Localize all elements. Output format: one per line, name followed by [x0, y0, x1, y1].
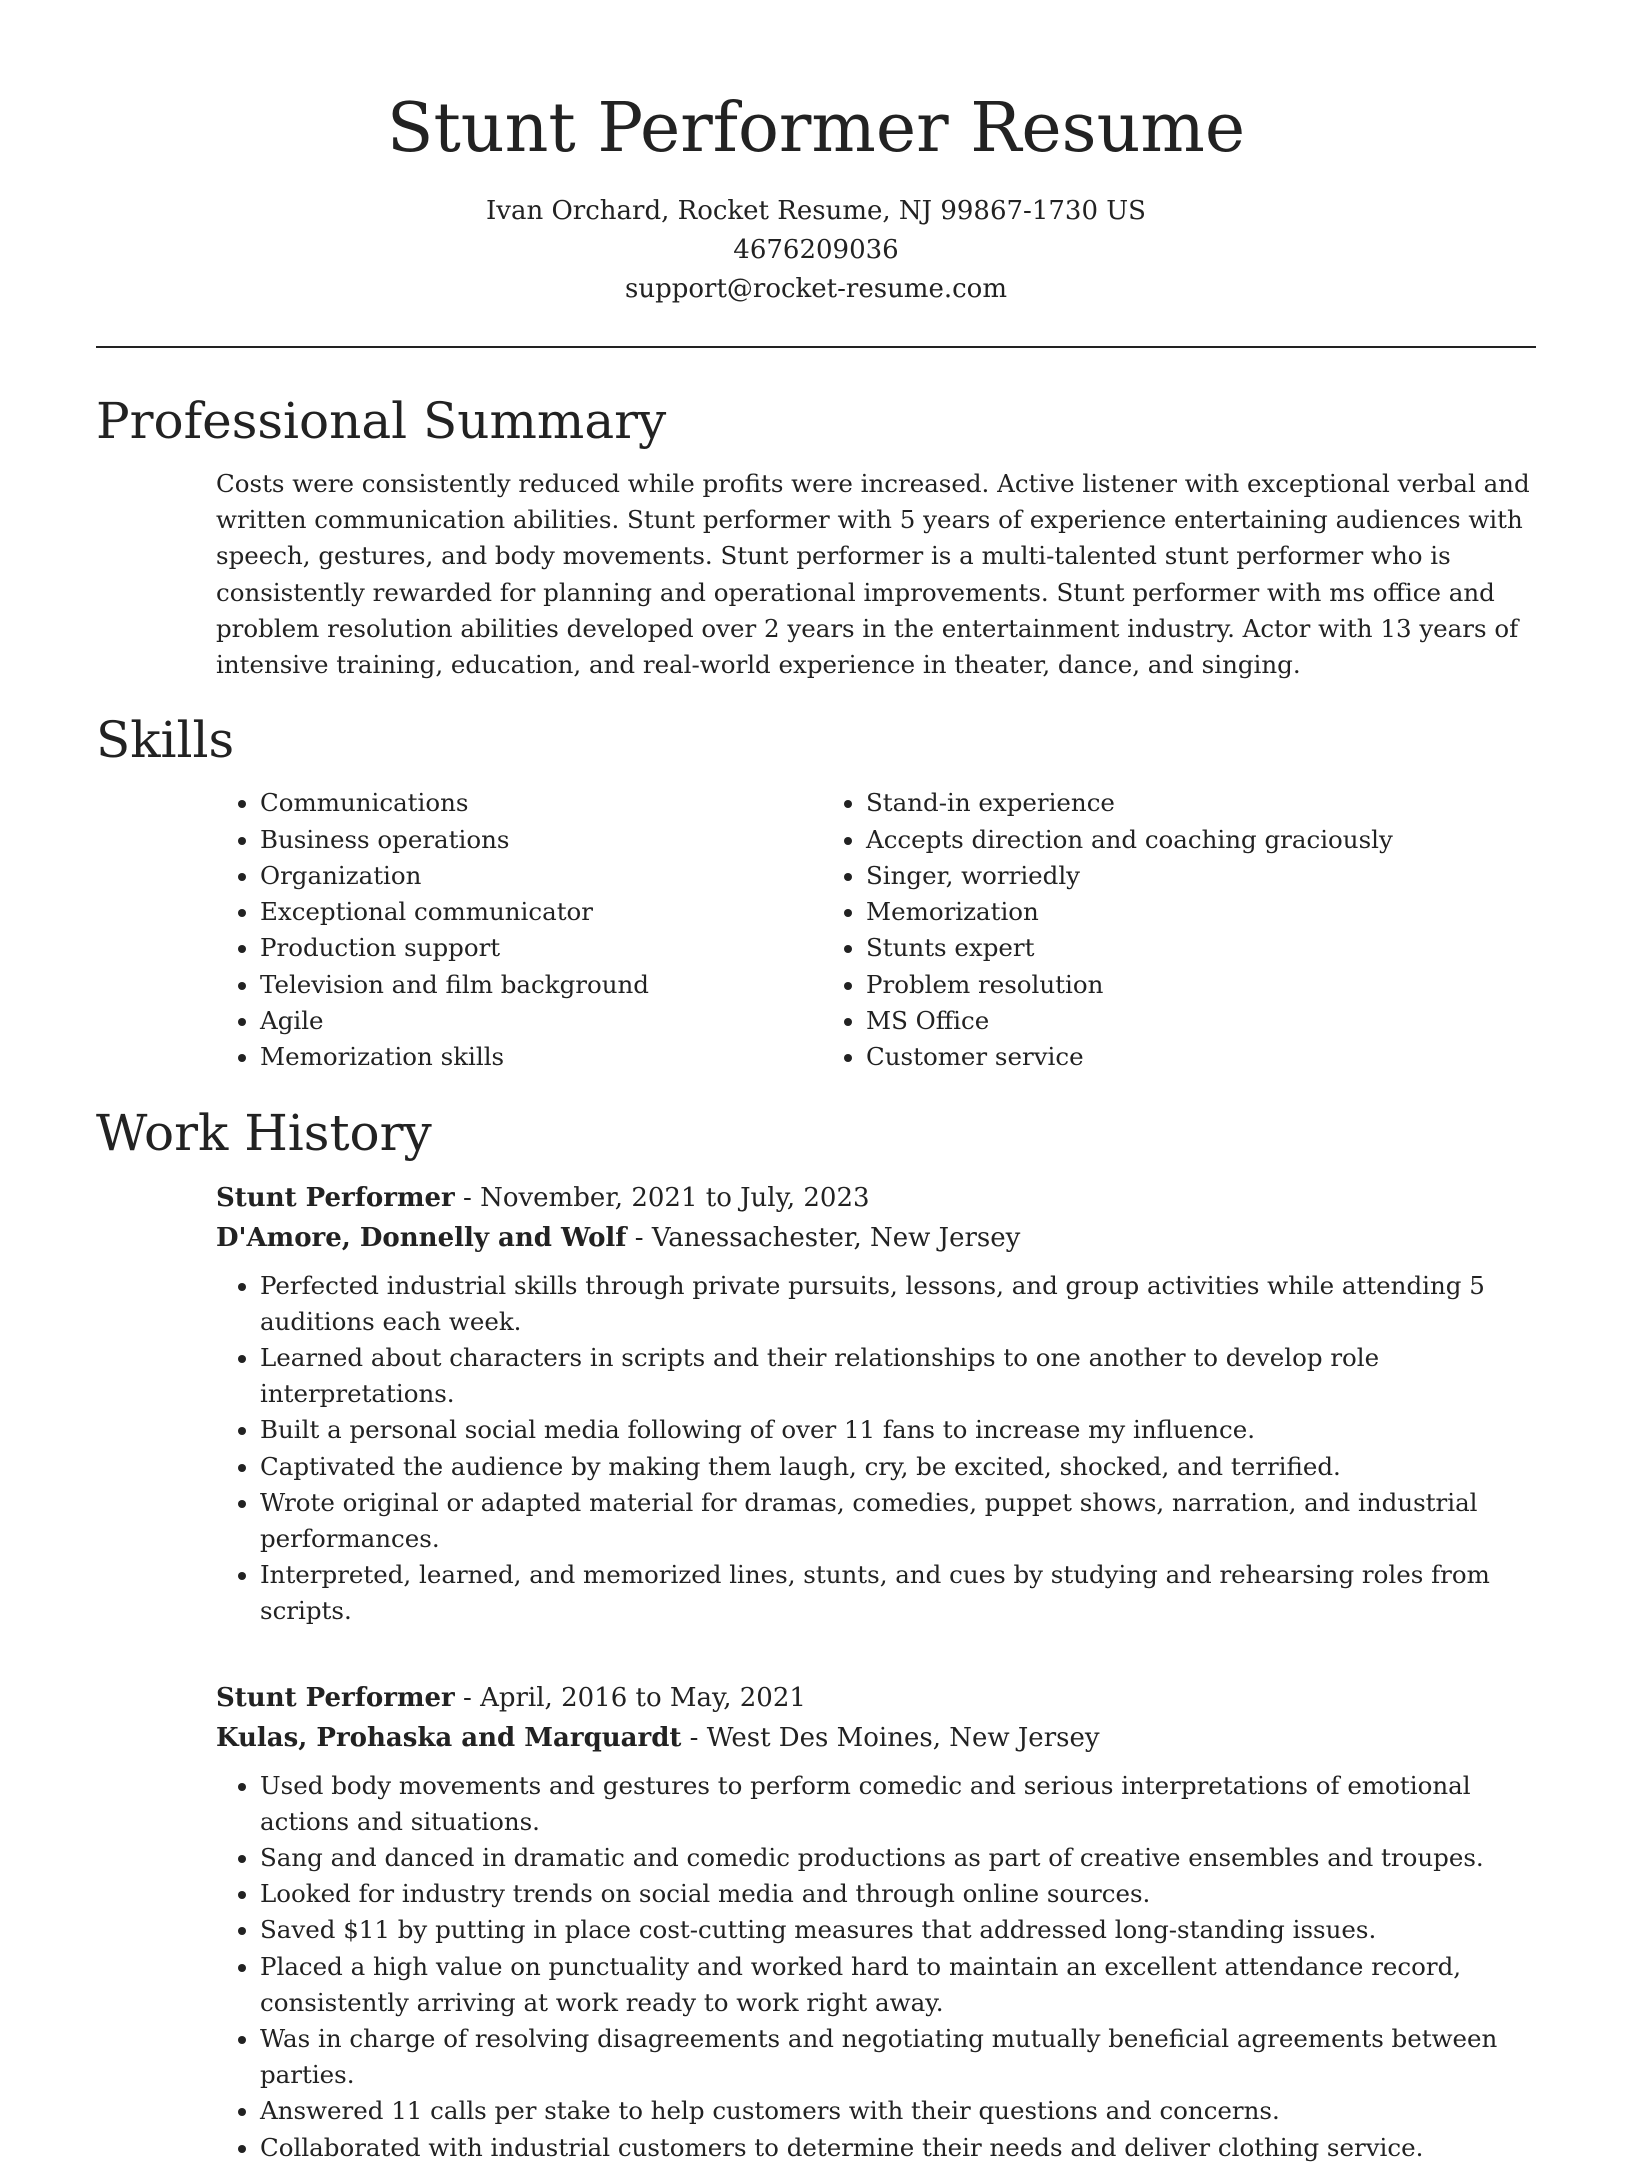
skill-item: • Accepts direction and coaching graciously	[866, 822, 1428, 858]
job-bullet: • Used body movements and gestures to perform comedic and serious interpretations of emotional actions and situations.	[260, 1768, 1550, 1840]
job-bullet: • Collaborated with industrial customers to determine their needs and deliver clothing service.	[260, 2130, 1550, 2166]
job-bullet: • Sang and danced in dramatic and comedic productions as part of creative ensembles and troupes.	[260, 1840, 1550, 1876]
job-separator: -	[626, 1222, 652, 1253]
skill-item: • Organization	[260, 858, 822, 894]
skill-item: • Business operations	[260, 822, 822, 858]
skill-item: • Exceptional communicator	[260, 894, 822, 930]
job-separator: -	[454, 1182, 481, 1213]
job-bullet: • Learned about characters in scripts and their relationships to one another to develop role interpretations.	[260, 1340, 1550, 1412]
contact-address: Ivan Orchard, Rocket Resume, NJ 99867-1730 US	[486, 196, 1146, 226]
job-bullet: • Built a personal social media following of over 11 fans to increase my influence.	[260, 1412, 1550, 1448]
job-bullet: • Looked for industry trends on social media and through online sources.	[260, 1876, 1550, 1912]
skills-list-left	[216, 785, 822, 1075]
summary-text: Costs were consistently reduced while profits were increased. Active listener with exceptional verbal and written communication abilities. Stunt performer with 5 years of experience entertaining audiences with speech, gestures, and body movements. Stunt performer is a multi-talented stunt performer who is consistently rewarded for planning and operational improvements. Stunt performer with ms office and problem resolution abilities developed over 2 years in the entertainment industry. Actor with 13 years of intensive training, education, and real-world experience in theater, dance, and singing.	[216, 469, 1530, 680]
job-company-line	[216, 1218, 1536, 1258]
job-title-line	[216, 1678, 1536, 1718]
skill-item: • Television and film background	[260, 967, 822, 1003]
job-bullets	[216, 1768, 1550, 2166]
job-separator: -	[681, 1722, 707, 1753]
skills-heading: Skills	[96, 711, 235, 770]
skill-item: • Production support	[260, 930, 822, 966]
job-location: Vanessachester, New Jersey	[651, 1222, 1021, 1253]
skill-item: • Stand-in experience	[866, 785, 1428, 821]
skill-item: • Memorization skills	[260, 1039, 822, 1075]
job-separator: -	[454, 1682, 481, 1713]
summary-section	[96, 388, 1536, 683]
header-divider	[96, 346, 1536, 348]
job-bullet: • Saved $11 by putting in place cost-cutting measures that addressed long-standing issues.	[260, 1912, 1550, 1948]
resume-title: Stunt Performer Resume	[386, 89, 1246, 168]
skill-item: • MS Office	[866, 1003, 1428, 1039]
job-entry	[216, 1178, 1536, 1630]
contact-block	[96, 192, 1536, 309]
job-dates: November, 2021 to July, 2023	[480, 1182, 870, 1213]
job-title: Stunt Performer	[216, 1682, 455, 1713]
job-bullet: • Wrote original or adapted material for dramas, comedies, puppet shows, narration, and industrial performances.	[260, 1485, 1550, 1557]
job-location: West Des Moines, New Jersey	[706, 1722, 1100, 1753]
job-bullet: • Interpreted, learned, and memorized lines, stunts, and cues by studying and rehearsing roles from scripts.	[260, 1557, 1550, 1629]
job-title: Stunt Performer	[216, 1182, 455, 1213]
contact-email: support@rocket-resume.com	[624, 274, 1007, 304]
skill-item: • Agile	[260, 1003, 822, 1039]
job-dates: April, 2016 to May, 2021	[480, 1682, 806, 1713]
work-history-section	[96, 1100, 1536, 2166]
job-bullet: • Captivated the audience by making them laugh, cry, be excited, shocked, and terrified.	[260, 1449, 1550, 1485]
job-company: Kulas, Prohaska and Marquardt	[216, 1722, 682, 1753]
job-bullet: • Perfected industrial skills through private pursuits, lessons, and group activities while attending 5 auditions each week.	[260, 1268, 1550, 1340]
job-company-line	[216, 1718, 1536, 1758]
skill-item: • Customer service	[866, 1039, 1428, 1075]
job-entry	[216, 1678, 1536, 2166]
skills-section	[96, 707, 1536, 1075]
skill-item: • Singer, worriedly	[866, 858, 1428, 894]
contact-phone: 4676209036	[733, 235, 899, 265]
skill-item: • Problem resolution	[866, 967, 1428, 1003]
job-bullet: • Placed a high value on punctuality and worked hard to maintain an excellent attendance record, consistently arriving at work ready to work right away.	[260, 1949, 1550, 2021]
skills-columns	[216, 785, 1536, 1075]
job-bullet: • Answered 11 calls per stake to help customers with their questions and concerns.	[260, 2093, 1550, 2129]
job-company: D'Amore, Donnelly and Wolf	[216, 1222, 627, 1253]
work-history-heading: Work History	[96, 1103, 432, 1162]
job-title-line	[216, 1178, 1536, 1218]
job-bullet: • Was in charge of resolving disagreements and negotiating mutually beneficial agreements between parties.	[260, 2021, 1550, 2093]
job-bullets	[216, 1268, 1550, 1630]
skill-item: • Stunts expert	[866, 930, 1428, 966]
skill-item: • Communications	[260, 785, 822, 821]
skills-list-right	[822, 785, 1428, 1075]
skill-item: • Memorization	[866, 894, 1428, 930]
summary-heading: Professional Summary	[96, 392, 667, 450]
resume-header	[96, 0, 1536, 309]
